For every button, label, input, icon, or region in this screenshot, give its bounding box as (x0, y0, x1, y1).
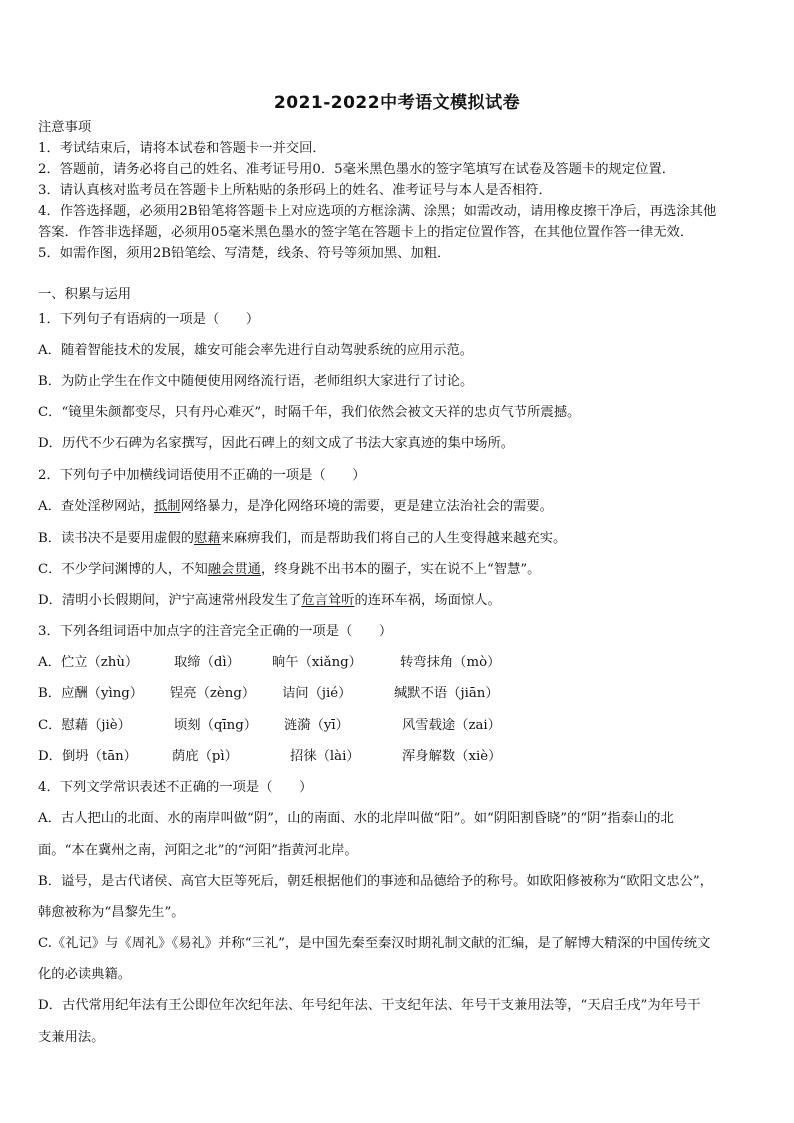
q4-stem: 4．下列文学常识表述不正确的一项是（ ） (38, 780, 313, 795)
q4-option-b-cont: 韩愈被称为“昌黎先生”。 (38, 905, 185, 920)
q3-c-word-1: C．慰藉（jiè） (38, 718, 131, 733)
q2-b-text-rest: 来麻痹我们，而是帮助我们将自己的人生变得越来越充实。 (220, 531, 567, 546)
q4-option-a: A．古人把山的北面、水的南岸叫做“阴”，山的南面、水的北岸叫做“阳”。如“阴阳割昏晓”的“阴”指泰山的北 (38, 811, 674, 826)
q2-c-underlined: 融会贯通 (207, 562, 261, 577)
q2-d-underlined: 危言耸听 (301, 593, 355, 608)
q1-stem: 1．下列句子有语病的一项是（ ） (38, 312, 260, 327)
q1-option-a: A．随着智能技术的发展，雄安可能会率先进行自动驾驶系统的应用示范。 (38, 343, 474, 358)
q4-option-d: D．古代常用纪年法有王公即位年次纪年法、年号纪年法、干支纪年法、年号干支兼用法等，“天启壬戌”为年号干 (38, 998, 701, 1013)
q3-stem: 3．下列各组词语中加点字的注音完全正确的一项是（ ） (38, 624, 393, 639)
q2-a-underlined: 抵制 (153, 499, 181, 514)
q3-a-word-2: 取缔（dì） (174, 655, 240, 670)
notice-item-5: 5．如需作图，须用2B铅笔绘、写清楚，线条、符号等须加黑、加粗． (38, 246, 451, 261)
q3-a-word-3: 晌午（xiǎng） (272, 655, 362, 670)
notice-item-1: 1．考试结束后，请将本试卷和答题卡一并交回． (38, 141, 326, 156)
q2-c-text-rest: ，终身跳不出书本的圈子，实在说不上“智慧”。 (260, 562, 541, 577)
q3-b-word-2: 锃亮（zèng） (170, 686, 256, 701)
q2-option-b (38, 529, 762, 549)
q3-d-word-3: 招徕（lài） (290, 749, 360, 764)
q3-d-word-4: 浑身解数（xiè） (402, 749, 502, 764)
notice-item-3: 3．请认真核对监考员在答题卡上所粘贴的条形码上的姓名、准考证号与本人是否相符． (38, 183, 552, 198)
q2-b-underlined: 慰藉 (194, 531, 221, 546)
q2-a-text: A．查处淫秽网站， (38, 499, 154, 514)
q2-a-text-rest: 网络暴力，是净化网络环境的需要，更是建立法治社会的需要。 (180, 499, 553, 514)
q3-b-word-4: 缄默不语（jiān） (394, 686, 499, 701)
section-heading: 一、积累与运用 (38, 287, 132, 302)
q4-option-a-cont: 面。“本在冀州之南，河阳之北”的“河阳”指黄河北岸。 (38, 843, 358, 858)
notice-heading: 注意事项 (38, 120, 92, 135)
notice-item-4: 4．作答选择题，必须用2B铅笔将答题卡上对应选项的方框涂满、涂黑；如需改动，请用橡皮擦干净后，再选涂其他 (38, 204, 717, 219)
q1-option-b: B．为防止学生在作文中随便使用网络流行语，老师组织大家进行了讨论。 (38, 374, 474, 389)
q4-option-c-cont: 化的必读典籍。 (38, 967, 132, 982)
q2-d-text: D．清明小长假期间，沪宁高速常州段发生了 (38, 593, 302, 608)
q3-a-word-4: 转弯抹角（mò） (400, 655, 501, 670)
q3-c-word-3: 涟漪（yī） (284, 718, 349, 733)
q2-option-c (38, 560, 762, 580)
q2-c-text: C．不少学问渊博的人，不知 (38, 562, 208, 577)
q4-option-c: C.《礼记》与《周礼》《易礼》并称“三礼”，是中国先秦至秦汉时期礼制文献的汇编，是了解博大精深的中国传统文 (38, 936, 711, 951)
q3-c-word-2: 顷刻（qīng） (174, 718, 258, 733)
q2-option-d (38, 591, 762, 611)
q3-b-word-3: 诘问（jié） (282, 686, 352, 701)
q2-stem: 2．下列句子中加横线词语使用不正确的一项是（ ） (38, 468, 366, 483)
page-title: 2021-2022中考语文模拟试卷 (273, 93, 521, 113)
q3-b-word-1: B．应酬（yìng） (38, 686, 144, 701)
q2-b-text: B．读书决不是要用虚假的 (38, 531, 195, 546)
q3-d-word-1: D．倒坍（tān） (38, 749, 137, 764)
q3-c-word-4: 风雪载途（zai） (402, 718, 501, 733)
notice-item-2: 2．答题前，请务必将自己的姓名、准考证号用0．5毫米黑色墨水的签字笔填写在试卷及答题卡的规定位置． (38, 162, 676, 177)
notice-item-4-cont: 答案．作答非选择题，必须用05毫米黑色墨水的签字笔在答题卡上的指定位置作答，在其他位置作答一律无效． (38, 225, 694, 240)
q3-a-word-1: A．伫立（zhù） (38, 655, 139, 670)
q2-option-a (38, 497, 762, 517)
q4-option-b: B．谥号，是古代诸侯、高官大臣等死后，朝廷根据他们的事迹和品德给予的称号。如欧阳修被称为“欧阳文忠公”， (38, 874, 713, 889)
q3-d-word-2: 荫庇（pì） (172, 749, 238, 764)
q4-option-d-cont: 支兼用法。 (38, 1030, 105, 1045)
q1-option-c: C．“镜里朱颜都变尽，只有丹心难灭”，时隔千年，我们依然会被文天祥的忠贞气节所震撼。 (38, 405, 581, 420)
q2-d-text-rest: 的连环车祸，场面惊人。 (354, 593, 501, 608)
q1-option-d: D．历代不少石碑为名家撰写，因此石碑上的刻文成了书法大家真迹的集中场所。 (38, 436, 515, 451)
